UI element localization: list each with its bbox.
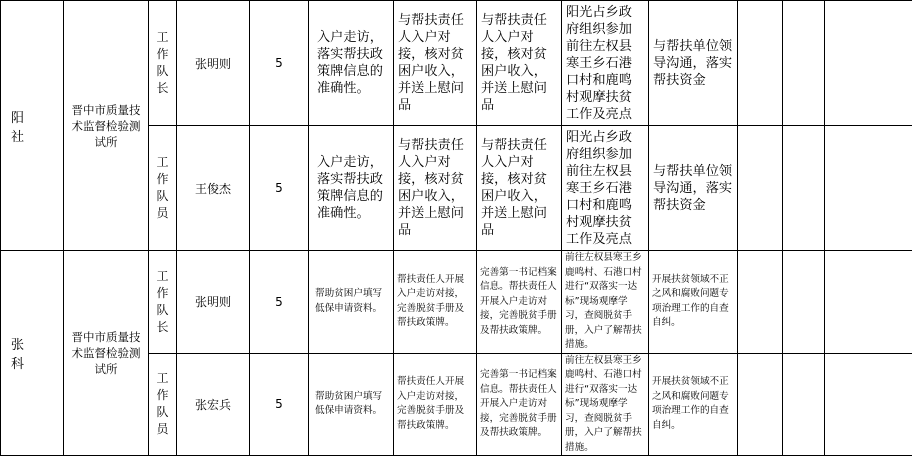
empty-cell bbox=[783, 1, 825, 126]
empty-cell bbox=[825, 251, 912, 354]
task-cell-2: 与帮扶责任人入户对接，核对贫困户收入，并送上慰问品 bbox=[394, 1, 477, 126]
empty-cell bbox=[825, 353, 912, 456]
empty-cell bbox=[783, 353, 825, 456]
task-cell-3: 与帮扶责任人入户对接，核对贫困户收入，并送上慰问品 bbox=[477, 1, 562, 126]
task-cell-2: 帮扶责任人开展入户走访对接，完善脱贫手册及帮扶政策牌。 bbox=[394, 353, 477, 456]
name-cell: 张宏兵 bbox=[177, 353, 250, 456]
role-cell: 工 作 队 长 bbox=[149, 251, 177, 354]
task-cell-4: 前往左权县寒王乡鹿鸣村、石港口村进行“双落实一达标”现场观摩学习，查阅脱贫手册，入户了解帮扶措施。 bbox=[562, 353, 649, 456]
task-cell-2: 帮扶责任人开展入户走访对接，完善脱贫手册及帮扶政策牌。 bbox=[394, 251, 477, 354]
task-cell-4: 前往左权县寒王乡鹿鸣村、石港口村进行“双落实一达标”现场观摩学习，查阅脱贫手册，入户了解帮扶措施。 bbox=[562, 251, 649, 354]
role-cell: 工 作 队 长 bbox=[149, 1, 177, 126]
empty-cell bbox=[738, 126, 783, 251]
name-cell: 张明则 bbox=[177, 251, 250, 354]
empty-cell bbox=[825, 126, 912, 251]
task-cell-5: 与帮扶单位领导沟通，落实帮扶资金 bbox=[649, 126, 738, 251]
empty-cell bbox=[825, 1, 912, 126]
task-cell-5: 开展扶贫领域不正之风和腐败问题专项治理工作的自查自纠。 bbox=[649, 353, 738, 456]
table-row bbox=[1, 1, 912, 126]
empty-cell bbox=[738, 1, 783, 126]
name-cell: 王俊杰 bbox=[177, 126, 250, 251]
task-cell-4: 阳光占乡政府组织参加前往左权县寒王乡石港口村和鹿鸣村观摩扶贫工作及亮点 bbox=[562, 1, 649, 126]
task-cell-5: 开展扶贫领域不正之风和腐败问题专项治理工作的自查自纠。 bbox=[649, 251, 738, 354]
role-cell: 工 作 队 员 bbox=[149, 126, 177, 251]
village-cell: 阳社 bbox=[1, 1, 64, 251]
task-cell-3: 完善第一书记档案信息。帮扶责任人开展入户走访对接，完善脱贫手册及帮扶政策牌。 bbox=[477, 251, 562, 354]
task-cell-2: 与帮扶责任人入户对接，核对贫困户收入，并送上慰问品 bbox=[394, 126, 477, 251]
task-cell-3: 完善第一书记档案信息。帮扶责任人开展入户走访对接，完善脱贫手册及帮扶政策牌。 bbox=[477, 353, 562, 456]
role-cell: 工 作 队 员 bbox=[149, 353, 177, 456]
village-cell: 张科 bbox=[1, 251, 64, 456]
empty-cell bbox=[738, 251, 783, 354]
task-cell-4: 阳光占乡政府组织参加前往左权县寒王乡石港口村和鹿鸣村观摩扶贫工作及亮点 bbox=[562, 126, 649, 251]
empty-cell bbox=[738, 353, 783, 456]
task-cell-1: 入户走访，落实帮扶政策牌信息的准确性。 bbox=[309, 1, 394, 126]
days-cell: 5 bbox=[250, 126, 309, 251]
empty-cell bbox=[783, 251, 825, 354]
task-cell-3: 与帮扶责任人入户对接，核对贫困户收入，并送上慰问品 bbox=[477, 126, 562, 251]
task-cell-1: 帮助贫困户填写低保申请资料。 bbox=[309, 353, 394, 456]
days-cell: 5 bbox=[250, 353, 309, 456]
days-cell: 5 bbox=[250, 1, 309, 126]
task-cell-1: 入户走访，落实帮扶政策牌信息的准确性。 bbox=[309, 126, 394, 251]
task-cell-5: 与帮扶单位领导沟通，落实帮扶资金 bbox=[649, 1, 738, 126]
unit-cell: 晋中市质量技术监督检验测试所 bbox=[64, 1, 149, 251]
name-cell: 张明则 bbox=[177, 1, 250, 126]
empty-cell bbox=[783, 126, 825, 251]
days-cell: 5 bbox=[250, 251, 309, 354]
task-cell-1: 帮助贫困户填写低保申请资料。 bbox=[309, 251, 394, 354]
table-row bbox=[1, 251, 912, 354]
unit-cell: 晋中市质量技术监督检验测试所 bbox=[64, 251, 149, 456]
